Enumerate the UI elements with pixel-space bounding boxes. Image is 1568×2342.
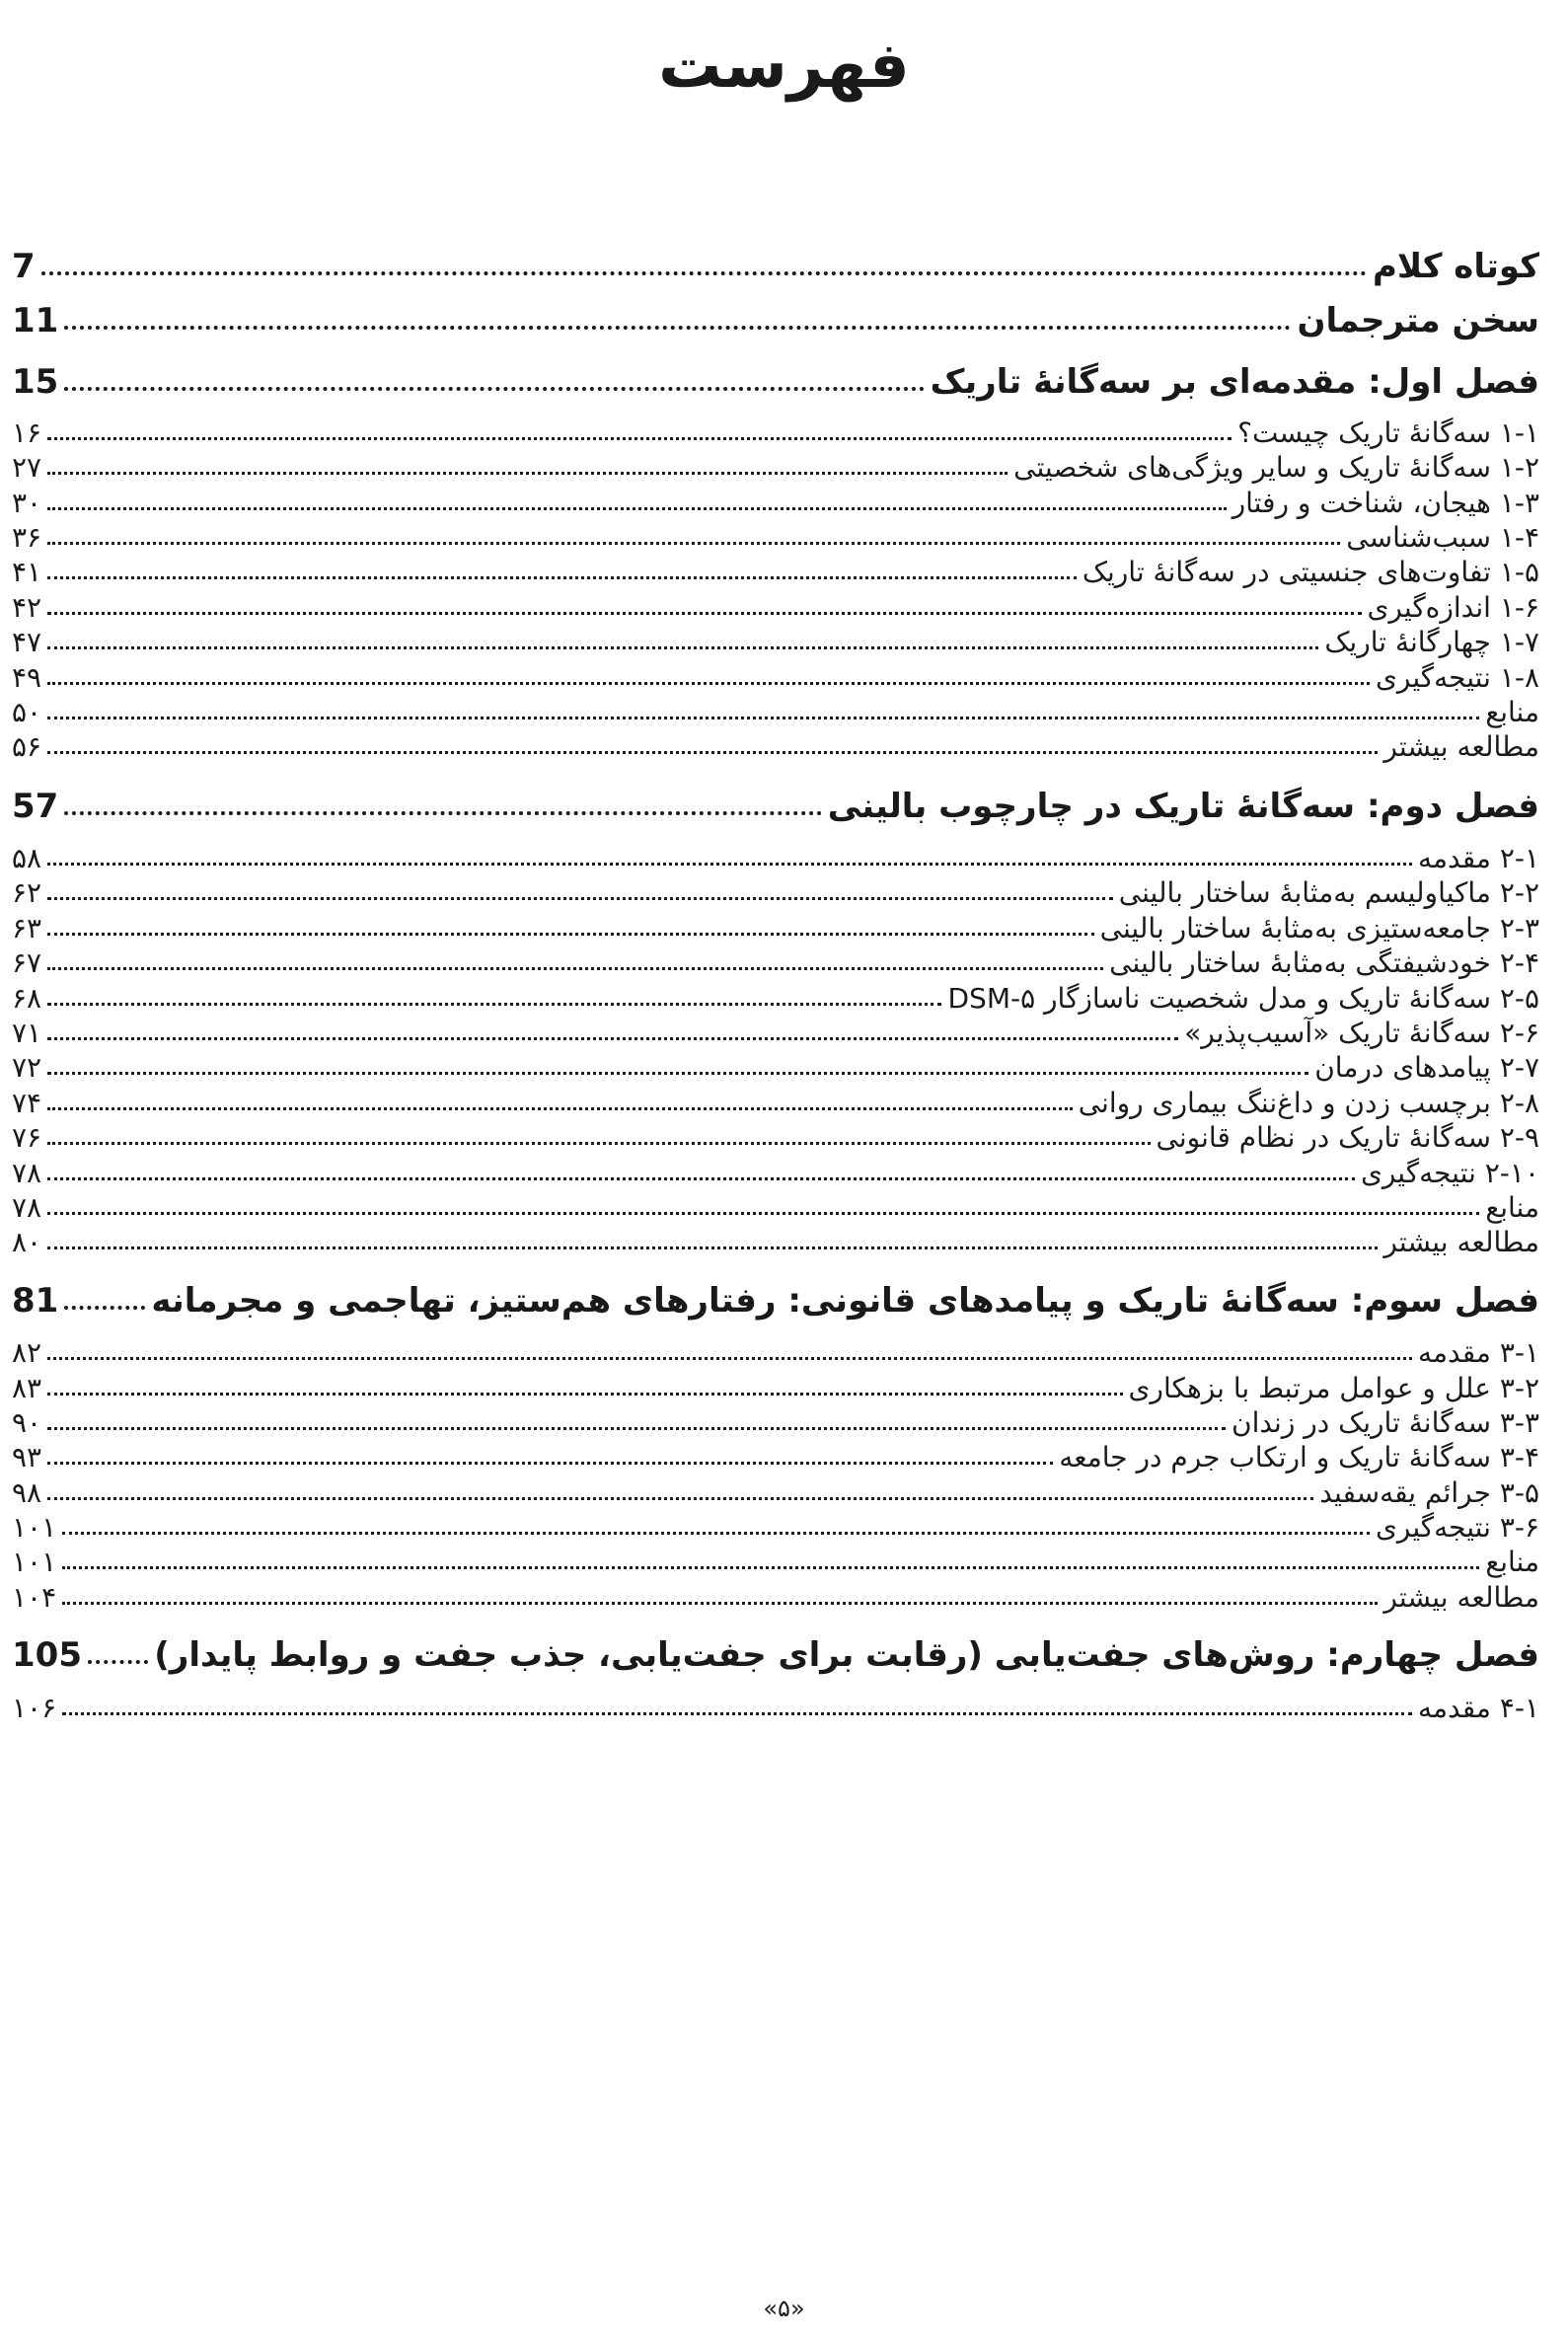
toc-section-entry [12,451,1539,484]
dot-leader [47,1177,1355,1180]
toc-section-entry [12,1017,1539,1049]
toc-page-number: ۲۷ [12,451,42,484]
toc-section-entry [12,1692,1539,1724]
toc-page-number: 81 [12,1281,59,1321]
toc-entry-title: ۲-۸ برچسب زدن و داغ‌ننگ بیماری روانی [1078,1087,1539,1119]
toc-page-number: ۴۲ [12,591,42,624]
toc-section-entry [12,521,1539,554]
toc-entry-title: منابع [1485,696,1539,728]
toc-entry-title: فصل سوم: سه‌گانهٔ تاریک و پیامدهای قانونی: رفتارهای هم‌ستیز، تهاجمی و مجرمانه [151,1281,1539,1321]
toc-page-number: ۸۲ [12,1336,42,1369]
dot-leader [47,542,1340,545]
toc-entry-title: ۲-۹ سه‌گانهٔ تاریک در نظام قانونی [1156,1121,1539,1154]
toc-section-entry [12,1087,1539,1119]
toc-entry-title: ۲-۳ جامعه‌ستیزی به‌مثابهٔ ساختار بالینی [1099,912,1539,944]
dot-leader [47,1107,1073,1110]
toc-page-number: ۱۶ [12,416,42,449]
toc-page-number: ۷۸ [12,1157,42,1189]
dot-leader [47,933,1094,936]
toc-section-entry [12,1476,1539,1509]
dot-leader [47,1003,941,1006]
toc-section-entry [12,1581,1539,1614]
toc-section-entry [12,946,1539,979]
toc-section-entry [12,730,1539,763]
dot-leader [47,1037,1178,1040]
toc-section-entry [12,1406,1539,1439]
toc-section-entry [12,416,1539,449]
toc-page-number: 105 [12,1635,82,1675]
toc-entry-title: ۲-۷ پیامدهای درمان [1314,1051,1539,1084]
toc-page-number: ۶۸ [12,982,42,1015]
toc-section-entry [12,626,1539,658]
dot-leader [62,1566,1479,1569]
dot-leader [47,863,1412,866]
toc-page-number: ۴۷ [12,626,42,658]
toc-section-entry [12,842,1539,874]
toc-entry-title: ۲-۶ سه‌گانهٔ تاریک «آسیب‌پذیر» [1184,1017,1539,1049]
toc-entry-title: منابع [1485,1191,1539,1224]
toc-page-number: ۸۳ [12,1372,42,1404]
toc-page-number: ۳۰ [12,487,42,519]
dot-leader [64,1306,145,1310]
dot-leader [47,1497,1313,1500]
toc-page-number: ۶۲ [12,876,42,909]
toc-entry-title: ۳-۳ سه‌گانهٔ تاریک در زندان [1232,1406,1539,1439]
toc-chapter-entry [12,301,1539,340]
toc-entry-title: ۳-۵ جرائم یقه‌سفید [1319,1476,1539,1509]
toc-section-entry [12,1441,1539,1473]
dot-leader [47,507,1227,510]
toc-entry-title: ۱-۳ هیجان، شناخت و رفتار [1232,487,1539,519]
toc-section-entry [12,1191,1539,1224]
toc-page-number: ۷۲ [12,1051,42,1084]
dot-leader [47,682,1370,685]
dot-leader [64,387,924,391]
dot-leader [47,1072,1308,1075]
toc-entry-title: ۱-۶ اندازه‌گیری [1367,591,1539,624]
dot-leader [47,612,1361,615]
dot-leader [47,1357,1412,1360]
toc-page-number: 57 [12,787,59,826]
toc-entry-title: ۴-۱ مقدمه [1418,1692,1539,1724]
toc-page-number: ۷۸ [12,1191,42,1224]
toc-chapter-entry [12,1635,1539,1675]
toc-entry-title: ۳-۱ مقدمه [1418,1336,1539,1369]
toc-section-entry [12,661,1539,694]
toc-section-entry [12,556,1539,588]
toc-entry-title: ۱-۷ چهارگانهٔ تاریک [1324,626,1539,658]
toc-entry-title: ۲-۱۰ نتیجه‌گیری [1360,1157,1539,1189]
toc-entry-title: سخن مترجمان [1297,301,1539,340]
toc-section-entry [12,591,1539,624]
toc-page-number: ۴۹ [12,661,42,694]
dot-leader [47,967,1103,970]
toc-section-entry [12,876,1539,909]
toc-entry-title: مطالعه بیشتر [1383,1581,1539,1614]
toc-entry-title: فصل چهارم: روش‌های جفت‌یابی (رقابت برای جفت‌یابی، جذب جفت و روابط پایدار) [154,1635,1539,1675]
toc-section-entry [12,1372,1539,1404]
toc-entry-title: ۲-۱ مقدمه [1418,842,1539,874]
dot-leader [64,326,1291,330]
toc-section-entry [12,696,1539,728]
dot-leader [47,437,1232,440]
toc-page-number: ۱۰۱ [12,1511,57,1544]
toc-chapter-entry [12,362,1539,402]
toc-chapter-entry [12,247,1539,286]
toc-page-number: ۹۰ [12,1406,42,1439]
page-number-footer: «۵» [763,2295,805,2322]
toc-entry-title: ۱-۴ سبب‌شناسی [1346,521,1539,554]
toc-page-number: 15 [12,362,59,402]
dot-leader [41,271,1367,275]
dot-leader [88,1660,148,1664]
dot-leader [47,1247,1378,1249]
toc-page-number: ۸۰ [12,1226,42,1258]
toc-page-number: ۵۸ [12,842,42,874]
toc-entry-title: مطالعه بیشتر [1383,730,1539,763]
toc-page-number: ۱۰۱ [12,1546,57,1578]
toc-page-number: ۳۶ [12,521,42,554]
toc-page-number: ۷۱ [12,1017,42,1049]
toc-section-entry [12,1226,1539,1258]
toc-page-number: ۱۰۴ [12,1581,57,1614]
toc-entry-title: ۱-۵ تفاوت‌های جنسیتی در سه‌گانهٔ تاریک [1082,556,1539,588]
toc-page-number: ۹۳ [12,1441,42,1473]
dot-leader [47,1427,1226,1430]
toc-entry-title: ۳-۶ نتیجه‌گیری [1375,1511,1539,1544]
toc-section-entry [12,1157,1539,1189]
toc-page-number: ۵۰ [12,696,42,728]
dot-leader [47,897,1113,900]
dot-leader [47,1462,1053,1465]
dot-leader [47,1393,1122,1396]
toc-entry-title: منابع [1485,1546,1539,1578]
toc-entry-title: ۲-۵ سه‌گانهٔ تاریک و مدل شخصیت ناسازگار DSM-۵ [947,982,1539,1015]
dot-leader [47,472,1008,475]
toc-page-number: ۶۷ [12,946,42,979]
toc-page-number: ۷۴ [12,1087,42,1119]
dot-leader [47,1142,1150,1145]
toc-section-entry [12,982,1539,1015]
dot-leader [47,717,1479,719]
toc-page-number: ۷۶ [12,1121,42,1154]
toc-section-entry [12,1336,1539,1369]
dot-leader [47,751,1378,754]
toc-page-number: ۹۸ [12,1476,42,1509]
toc-entry-title: مطالعه بیشتر [1383,1226,1539,1258]
toc-chapter-entry [12,787,1539,826]
toc-page-number: ۶۳ [12,912,42,944]
toc-section-entry [12,1511,1539,1544]
toc-section-entry [12,1546,1539,1578]
toc-section-entry [12,912,1539,944]
toc-section-entry [12,1051,1539,1084]
toc-chapter-entry [12,1281,1539,1321]
toc-entry-title: ۲-۲ ماکیاولیسم به‌مثابهٔ ساختار بالینی [1118,876,1539,909]
toc-entry-title: ۱-۸ نتیجه‌گیری [1375,661,1539,694]
dot-leader [47,576,1077,579]
dot-leader [62,1712,1412,1715]
dot-leader [64,811,821,815]
toc-entry-title: ۳-۴ سه‌گانهٔ تاریک و ارتکاب جرم در جامعه [1059,1441,1539,1473]
toc-entry-title: ۱-۲ سه‌گانهٔ تاریک و سایر ویژگی‌های شخصیتی [1013,451,1539,484]
page-title: فهرست [658,30,910,103]
toc-entry-title: کوتاه کلام [1372,247,1539,286]
toc-page-number: ۱۰۶ [12,1692,57,1724]
toc-section-entry [12,487,1539,519]
toc-page-number: 11 [12,301,59,340]
toc-entry-title: ۱-۱ سه‌گانهٔ تاریک چیست؟ [1237,416,1539,449]
toc-entry-title: ۳-۲ علل و عوامل مرتبط با بزهکاری [1128,1372,1539,1404]
toc-page-number: 7 [12,247,36,286]
dot-leader [47,1212,1479,1215]
toc-section-entry [12,1121,1539,1154]
toc-page-number: ۵۶ [12,730,42,763]
toc-entry-title: فصل اول: مقدمه‌ای بر سه‌گانهٔ تاریک [930,362,1539,402]
dot-leader [62,1532,1370,1535]
dot-leader [47,646,1318,649]
dot-leader [62,1602,1378,1605]
toc-entry-title: ۲-۴ خودشیفتگی به‌مثابهٔ ساختار بالینی [1109,946,1539,979]
toc-page-number: ۴۱ [12,556,42,588]
toc-entry-title: فصل دوم: سه‌گانهٔ تاریک در چارچوب بالینی [827,787,1539,826]
